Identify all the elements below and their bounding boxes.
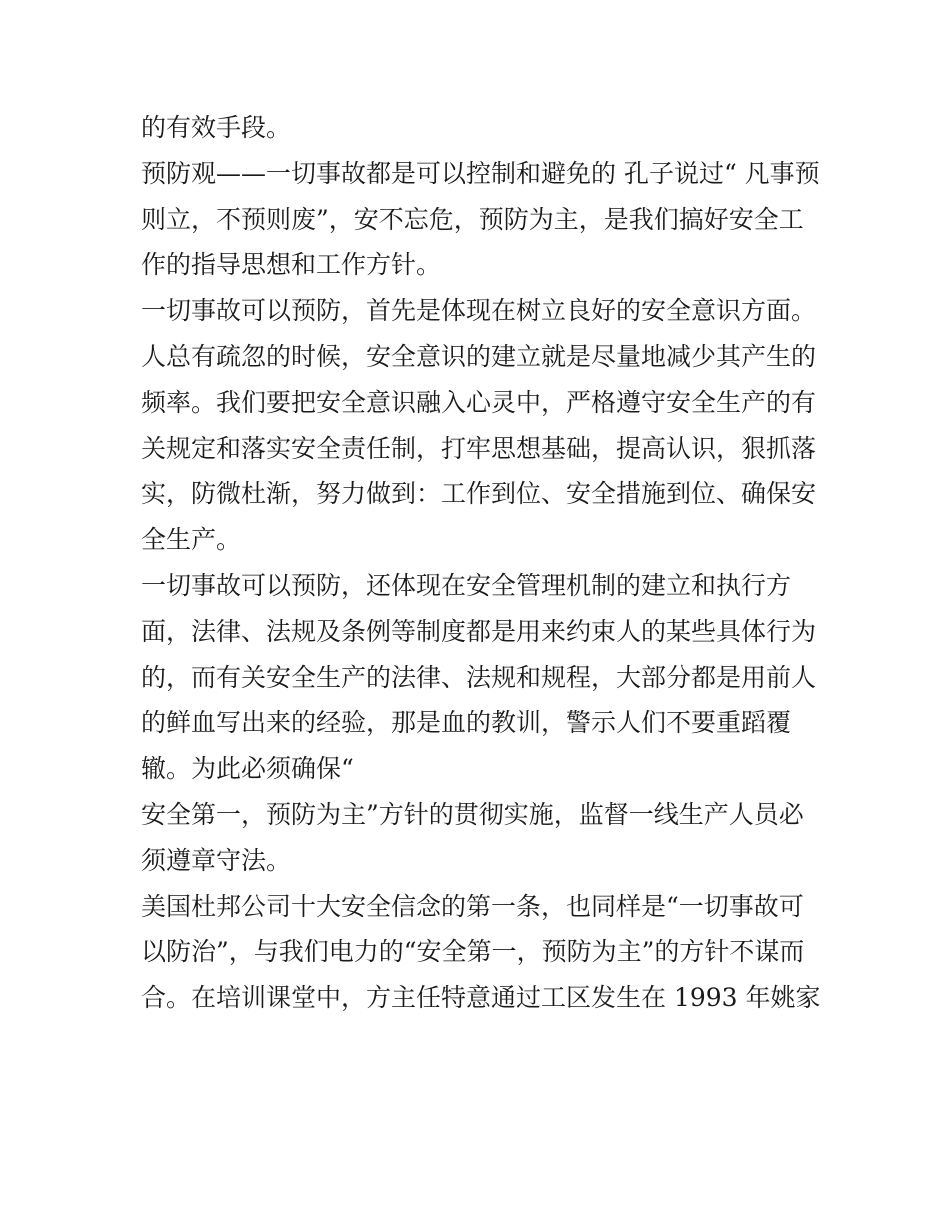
text-line: 一切事故可以预防，还体现在安全管理机制的建立和执行方: [141, 570, 792, 600]
text-line: 辙。为此必须确保“: [141, 754, 354, 784]
text-line: 作的指导思想和工作方针。: [141, 250, 442, 280]
text-line: 频率。我们要把安全意识融入心灵中，严格遵守安全生产的有: [141, 387, 817, 417]
text-line: 的有效手段。: [141, 113, 292, 142]
text-line: 合。在培训课堂中，方主任特意通过工区发生在 1993 年姚家: [141, 983, 821, 1013]
body-text: [141, 105, 821, 1021]
text-line: 则立，不预则废”，安不忘危，预防为主，是我们搞好安全工: [141, 204, 804, 234]
text-line: 以防治”，与我们电力的“安全第一，预防为主”的方针不谋而: [141, 937, 805, 967]
text-line: 人总有疏忽的时候，安全意识的建立就是尽量地减少其产生的: [141, 341, 817, 371]
text-line: 关规定和落实安全责任制，打牢思想基础，提高认识，狠抓落: [141, 433, 817, 463]
text-line: 安全第一，预防为主”方针的贯彻实施，监督一线生产人员必: [141, 799, 804, 829]
text-line: 的鲜血写出来的经验，那是血的教训，警示人们不要重蹈覆: [141, 708, 792, 738]
text-line: 的，而有关安全生产的法律、法规和规程，大部分都是用前人: [141, 662, 817, 692]
text-line: 美国杜邦公司十大安全信念的第一条，也同样是“一切事故可: [141, 891, 804, 921]
text-line: 实，防微杜渐，努力做到：工作到位、安全措施到位、确保安: [141, 479, 817, 509]
text-line: 预防观——一切事故都是可以控制和避免的 孔子说过“ 凡事预: [141, 158, 820, 188]
text-line: 须遵章守法。: [141, 845, 292, 875]
text-line: 一切事故可以预防，首先是体现在树立良好的安全意识方面。: [141, 296, 817, 326]
text-line: 面，法律、法规及条例等制度都是用来约束人的某些具体行为: [141, 616, 817, 646]
text-line: 全生产。: [141, 525, 242, 555]
